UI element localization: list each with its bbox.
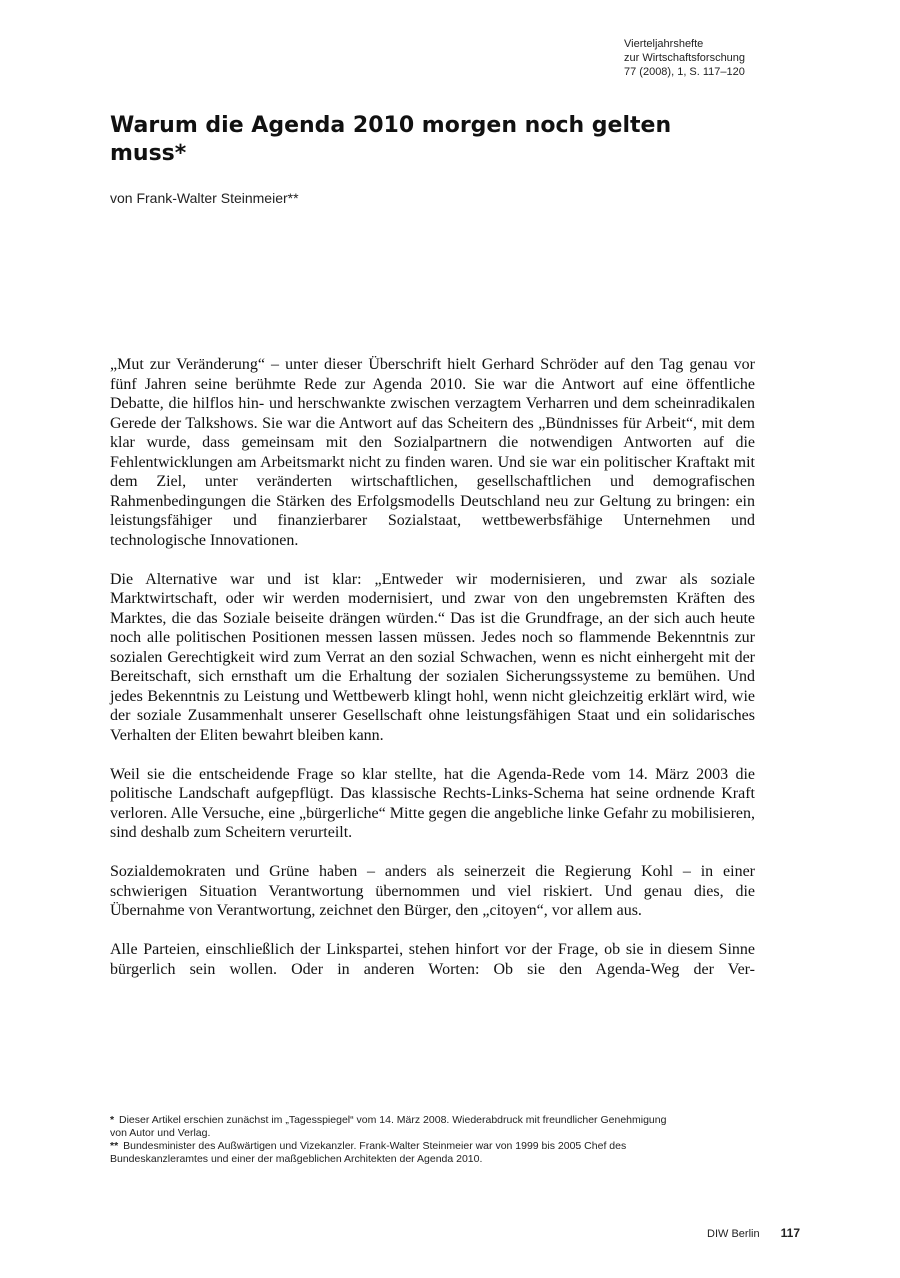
page-number: 117 <box>780 1226 800 1240</box>
journal-name-line-2: zur Wirtschaftsforschung <box>624 52 746 64</box>
footnote-mark: * <box>110 1114 115 1126</box>
footnote <box>110 1114 670 1140</box>
body-paragraph: Sozialdemokraten und Grüne haben – anders als seinerzeit die Regierung Kohl – in einer schwierigen Situation Verantwortung übernommen und viel riskiert. Und genau dies, die Übernahme von Verantwortung, zeichnet den Bürger, den „citoyen“, vor allem aus. <box>110 863 755 919</box>
publisher-name: DIW Berlin <box>707 1228 760 1240</box>
journal-citation: 77 (2008), 1, S. 117–120 <box>624 66 745 78</box>
journal-header <box>624 37 874 79</box>
footnote-text: Dieser Artikel erschien zunächst im „Tagesspiegel“ vom 14. März 2008. Wiederabdruck mit freundlicher Genehmigung von Autor und Verlag. <box>110 1114 667 1139</box>
article-title: Warum die Agenda 2010 morgen noch gelten muss* <box>110 113 672 166</box>
page-footer <box>707 1226 800 1240</box>
body-paragraph: Die Alternative war und ist klar: „Entweder wir modernisieren, und zwar als soziale Marktwirtschaft, oder wir werden modernisiert, und zwar von den ungebremsten Kräften des Marktes, die das Soziale beiseite drängen würden.“ Das ist die Grundfrage, an der sich auch heute noch alle politischen Positionen messen lassen müssen. Jedes noch so flammende Bekenntnis zur sozialen Gerechtigkeit wird zum Verrat an den sozial Schwachen, wenn es nicht einhergeht mit der Bereitschaft, sich ernsthaft um die Erhaltung der sozialen Sicherungssysteme zu bemühen. Und jedes Bekenntnis zu Leistung und Wettbewerb klingt hohl, wenn nicht gleichzeitig erklärt wird, wie der soziale Zusammenhalt unserer Gesellschaft ohne leistungsfähigen Staat und ein solidarisches Verhalten der Eliten bewahrt bleiben kann. <box>110 570 755 744</box>
footnotes <box>110 1114 670 1166</box>
journal-name-line-1: Vierteljahrshefte <box>624 38 704 50</box>
article-body <box>110 355 755 979</box>
body-paragraph: Weil sie die entscheidende Frage so klar stellte, hat die Agenda-Rede vom 14. März 2003 die politische Landschaft aufgepflügt. Das klassische Rechts-Links-Schema hat seine ordnende Kraft verloren. Alle Versuche, eine „bürgerliche“ Mitte gegen die angebliche linke Gefahr zu mobilisieren, sind deshalb zum Scheitern verurteilt. <box>110 765 755 841</box>
author-line: von Frank-Walter Steinmeier** <box>110 190 299 206</box>
footnote-mark: ** <box>110 1140 119 1152</box>
body-paragraph: Alle Parteien, einschließlich der Linkspartei, stehen hinfort vor der Frage, ob sie in diesem Sinne bürgerlich sein wollen. Oder in anderen Worten: Ob sie den Agenda-Weg der Ver- <box>110 941 755 978</box>
body-paragraph: „Mut zur Veränderung“ – unter dieser Überschrift hielt Gerhard Schröder auf den Tag genau vor fünf Jahren seine berühmte Rede zur Agenda 2010. Sie war die Antwort auf eine öffentliche Debatte, die hilflos hin- und herschwankte zwischen verzagtem Verharren und dem scheinradikalen Gerede der Talkshows. Sie war die Antwort auf das Scheitern des „Bündnisses für Arbeit“, mit dem klar wurde, dass gemeinsam mit den Sozialpartnern die notwendigen Antworten auf die Fehlentwicklungen am Arbeitsmarkt nicht zu finden waren. Und sie war ein politischer Kraftakt mit dem Ziel, unter veränderten wirtschaftlichen, gesellschaftlichen und demografischen Rahmenbedingungen die Stärken des Erfolgsmodells Deutschland neu zur Geltung zu bringen: ein leistungsfähiger und finanzierbarer Sozialstaat, wettbewerbsfähige Unternehmen und technologische Innovationen. <box>110 356 755 549</box>
footnote-text: Bundesminister des Außwärtigen und Vizekanzler. Frank-Walter Steinmeier war von 1999 bis 2005 Chef des Bundeskanzleramtes und einer der maßgeblichen Architekten der Agenda 2010. <box>110 1140 627 1165</box>
footnote <box>110 1140 670 1166</box>
